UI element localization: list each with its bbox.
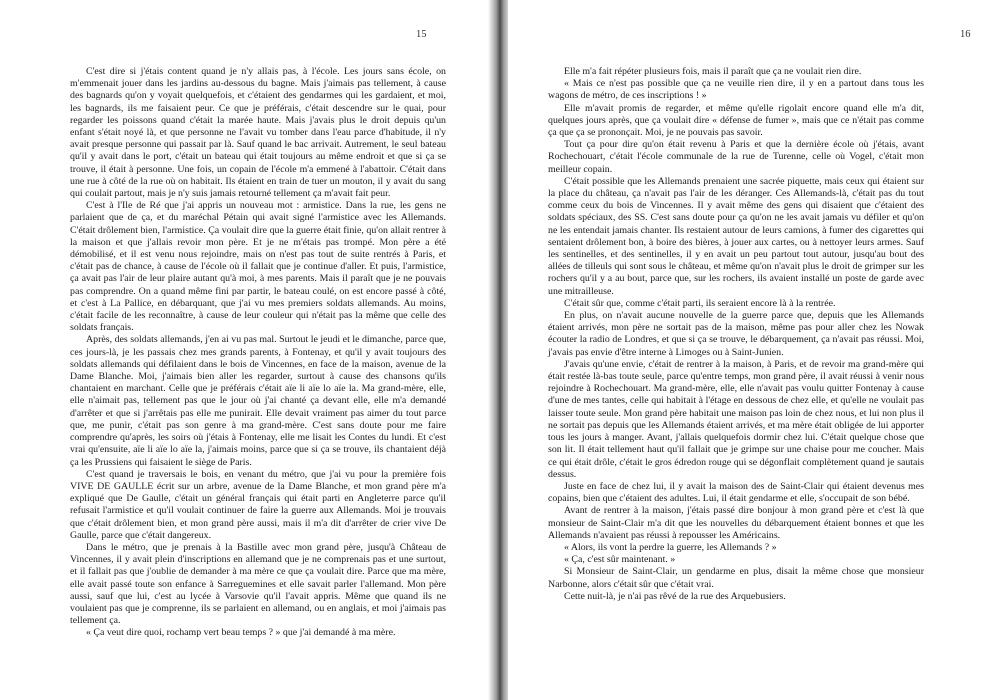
page-number: 15 <box>416 29 427 40</box>
paragraph: Après, des soldats allemands, j'en ai vu pas mal. Surtout le jeudi et le dimanche, parce que, ces jours-là, je les passais chez mes grands parents, à Fontenay, et qu'il y avait toujours des soldats allemands qui défilaient dans le bois de Vincennes, en face de la maison, avenue de la Dame Blanche. Moi, j'aimais bien aller les regarder, surtout à cause des chansons qu'ils chantaient en marchant. Celle que je préférais c'était aïe li aïe lo aïe la. Ma grand-mère, elle, elle n'aimait pas, tellement pas que le jour où j'ai chanté ça devant elle, elle m'a demandé d'arrêter et que si j'arrêtais pas elle me punirait. Elle devait vraiment pas aimer du tout parce que, me punir, c'était pas son genre à ma grand-mère. C'est sans doute pour me faire comprendre qu'après, les soirs où j'étais à Fontenay, elle me lisait les Contes du lundi. Et c'est vrai qu'ensuite, aïe li aïe lo aïe la, j'aimais moins, parce que si ça se trouve, ils chantaient déjà ça les Prussiens qui faisaient le siège de Paris. <box>70 334 446 468</box>
paragraph: Juste en face de chez lui, il y avait la maison des de Saint-Clair qui étaient devenus mes copains, bien que c'étaient des adultes. Lui, il était gendarme et elle, s'occupait de son bébé. <box>548 480 924 505</box>
page-body <box>70 66 446 640</box>
paragraph: C'était possible que les Allemands prenaient une sacrée piquette, mais ceux qui étaient sur la place du château, ça n'avait pas l'air de les déranger. Ces Allemands-là, c'était pas du tout comme ceux du bois de Vincennes. Il y avait même des gens qui disaient que c'étaient des soldats spéciaux, des SS. C'est sans doute pour ça qu'on ne les avait jamais vu défiler et qu'on ne les entendait jamais chanter. Ils restaient autour de leurs camions, à fumer des cigarettes qui sentaient drôlement bon, à boire des bières, à jouer aux cartes, ou à nettoyer leurs armes. Sauf les sentinelles, et des sentinelles, il y en avait un peu partout tout autour, jusqu'au bout des allées de tilleuls qui sont sous le château, et même qu'on n'avait plus le droit de grimper sur les rochers qu'il y a au bout, parce que, sur les rochers, ils avaient installé un poste de garde avec une mitrailleuse. <box>548 175 924 297</box>
paragraph: C'est dire si j'étais content quand je n'y allais pas, à l'école. Les jours sans école, on m'emmenait jouer dans les jardins au-dessous du bagne. Mais j'aimais pas tellement, à cause des bagnards qu'on y voyait quelquefois, et c'étaient des gendarmes qui les gardaient, et moi, les bagnards, ils me faisaient peur. Ce que je préférais, c'était descendre sur le quai, pour regarder les poissons quand c'était la marée haute. Mais j'avais plus le droit depuis qu'un enfant s'était noyé là, et que personne ne l'avait vu tomber dans l'eau parce d'habitude, il n'y avait presque personne qui passait par là. Sauf quand le bac arrivait. Autrement, le seul bateau qu'il y avait dans le port, c'était un bateau qui était toujours au même endroit et que si ça se trouve, il était à personne. Une fois, un copain de l'école m'a emmené à l'abattoir. C'était dans une rue à côté de la rue où on habitait. Ils étaient en train de tuer un mouton, il y avait du sang qui coulait partout, mais je n'y suis jamais retourné tellement ça m'avait fait peur. <box>70 66 446 200</box>
paragraph: « Mais ce n'est pas possible que ça ne veuille rien dire, il y en a partout dans tous les wagons de métro, de ces inscriptions ! » <box>548 78 924 102</box>
paragraph: En plus, on n'avait aucune nouvelle de la guerre parce que, depuis que les Allemands étaient arrivés, mon père ne sortait pas de la maison, même pas pour aller chez les Nowak écouter la radio de Londres, et que si ça se trouve, le débarquement, ça n'avait pas réussi. Moi, j'avais pas envie d'être interne à Limoges ou à Saint-Junien. <box>548 310 924 358</box>
paragraph: Tout ça pour dire qu'on était revenu à Paris et que la dernière école où j'étais, avant Rochechouart, c'était l'école communale de la rue de Turenne, celle où Vogel, c'était mon meilleur copain. <box>548 139 924 175</box>
paragraph: C'est quand je traversais le bois, en venant du métro, que j'ai vu pour la première fois VIVE DE GAULLE écrit sur un arbre, avenue de la Dame Blanche, et mon grand père m'a expliqué que De Gaulle, c'était un général français qui était parti en Angleterre parce qu'il refusait l'armistice et qu'il voulait continuer de faire la guerre aux Allemands. Moi je trouvais que c'était drôlement bien, et mon grand père aussi, mais il m'a dit d'arrêter de crier vive De Gaulle, parce que c'était dangereux. <box>70 468 446 541</box>
paragraph: Elle m'avait promis de regarder, et même qu'elle rigolait encore quand elle m'a dit, quelques jours après, que ça voulait dire « défense de fumer », mais que ce n'était pas comme ça que ça se prononçait. Moi, je ne pouvais pas savoir. <box>548 102 924 139</box>
page-body <box>548 66 924 603</box>
paragraph: « Alors, ils vont la perdre la guerre, les Allemands ? » <box>564 541 777 553</box>
paragraph: Cette nuit-là, je n'ai pas rêvé de la rue des Arquebusiers. <box>564 590 786 602</box>
paragraph: Elle m'a fait répéter plusieurs fois, mais il paraît que ça ne voulait rien dire. <box>564 66 862 77</box>
paragraph: J'avais qu'une envie, c'était de rentrer à la maison, à Paris, et de revoir ma grand-mère qui était restée là-bas toute seule, parce qu'entre temps, mon grand père, il avait réussi à venir nous rejoindre à Rochechouart. Ma grand-mère, elle, elle n'avait pas voulu quitter Fontenay à cause d'une de mes tantes, celle qui habitait à l'étage en dessous de chez elle, et qu'elle ne voulait pas laisser toute seule. Mon grand père habitait une maison pas loin de chez nous, et lui non plus il ne sortait pas depuis que les Allemands étaient arrivés, et ma mère était obligée de lui apporter tous les jours à manger. Avant, j'allais quelquefois dormir chez lui. C'était quelque chose que son lit. Il était tellement haut qu'il fallait que je grimpe sur une chaise pour me coucher. Mais ce qui était drôle, c'était le gros édredon rouge qui se dégonflait complètement quand je sautais dessus. <box>548 358 924 480</box>
left-page <box>0 0 492 700</box>
right-page <box>508 0 1000 700</box>
page-number: 16 <box>960 29 971 40</box>
paragraph: « Ça, c'est sûr maintenant. » <box>564 554 676 566</box>
paragraph: C'était sûr que, comme c'était parti, ils seraient encore là à la rentrée. <box>564 297 836 309</box>
paragraph: « Ça veut dire quoi, rochamp vert beau temps ? » que j'ai demandé à ma mère. <box>86 627 396 639</box>
paragraph: Avant de rentrer à la maison, j'étais passé dire bonjour à mon grand père et c'est là que monsieur de Saint-Clair m'a dit que les nouvelles du débarquement étaient bonnes et que les Allemands n'avaient pas réussi à repousser les Américains. <box>548 505 924 541</box>
paragraph: Si Monsieur de Saint-Clair, un gendarme en plus, disait la même chose que monsieur Narbonne, alors c'était sûr que c'était vrai. <box>548 566 924 590</box>
paragraph: C'est à l'Ile de Ré que j'ai appris un nouveau mot : armistice. Dans la rue, les gens ne parlaient que de ça, et du maréchal Pétain qui avait signé l'armistice avec les Allemands. C'était drôlement bien, l'armistice. Ça voulait dire que la guerre était finie, qu'on allait rentrer à la maison et que j'allais revoir mon père. Et je ne m'étais pas trompé. Mon père a été démobilisé, et il est venu nous rejoindre, mais on n'est pas tout de suite rentrés à Paris, et c'était pas de chance, à cause de l'école où il fallait que je continue d'aller. Et puis, l'armistice, ça avait pas l'air de leur plaire autant qu'à moi, à mes parents. Mais il paraît que je ne pouvais pas comprendre. On a quand même fini par partir, le bateau coulé, on est encore passé à côté, et c'est à La Pallice, en débarquant, que j'ai vu mes premiers soldats allemands. Au moins, c'était facile de les reconnaître, à cause de leur couleur qui n'était pas la même que celle des soldats français. <box>70 200 446 334</box>
paragraph: Dans le métro, que je prenais à la Bastille avec mon grand père, jusqu'à Château de Vincennes, il y avait plein d'inscriptions en allemand que je ne comprenais pas et une surtout, et il fallait pas que j'oublie de demander à ma mère ce que ça voulait dire. Parce que ma mère, elle avait passé toute son enfance à Sarreguemines et elle savait parler l'allemand. Mon père aussi, sauf que lui, c'est au lycée à Varsovie qu'il l'avait appris. Même que quand ils ne voulaient pas que je comprenne, ils se parlaient en allemand, ou en anglais, et moi j'aimais pas tellement ça. <box>70 541 446 627</box>
